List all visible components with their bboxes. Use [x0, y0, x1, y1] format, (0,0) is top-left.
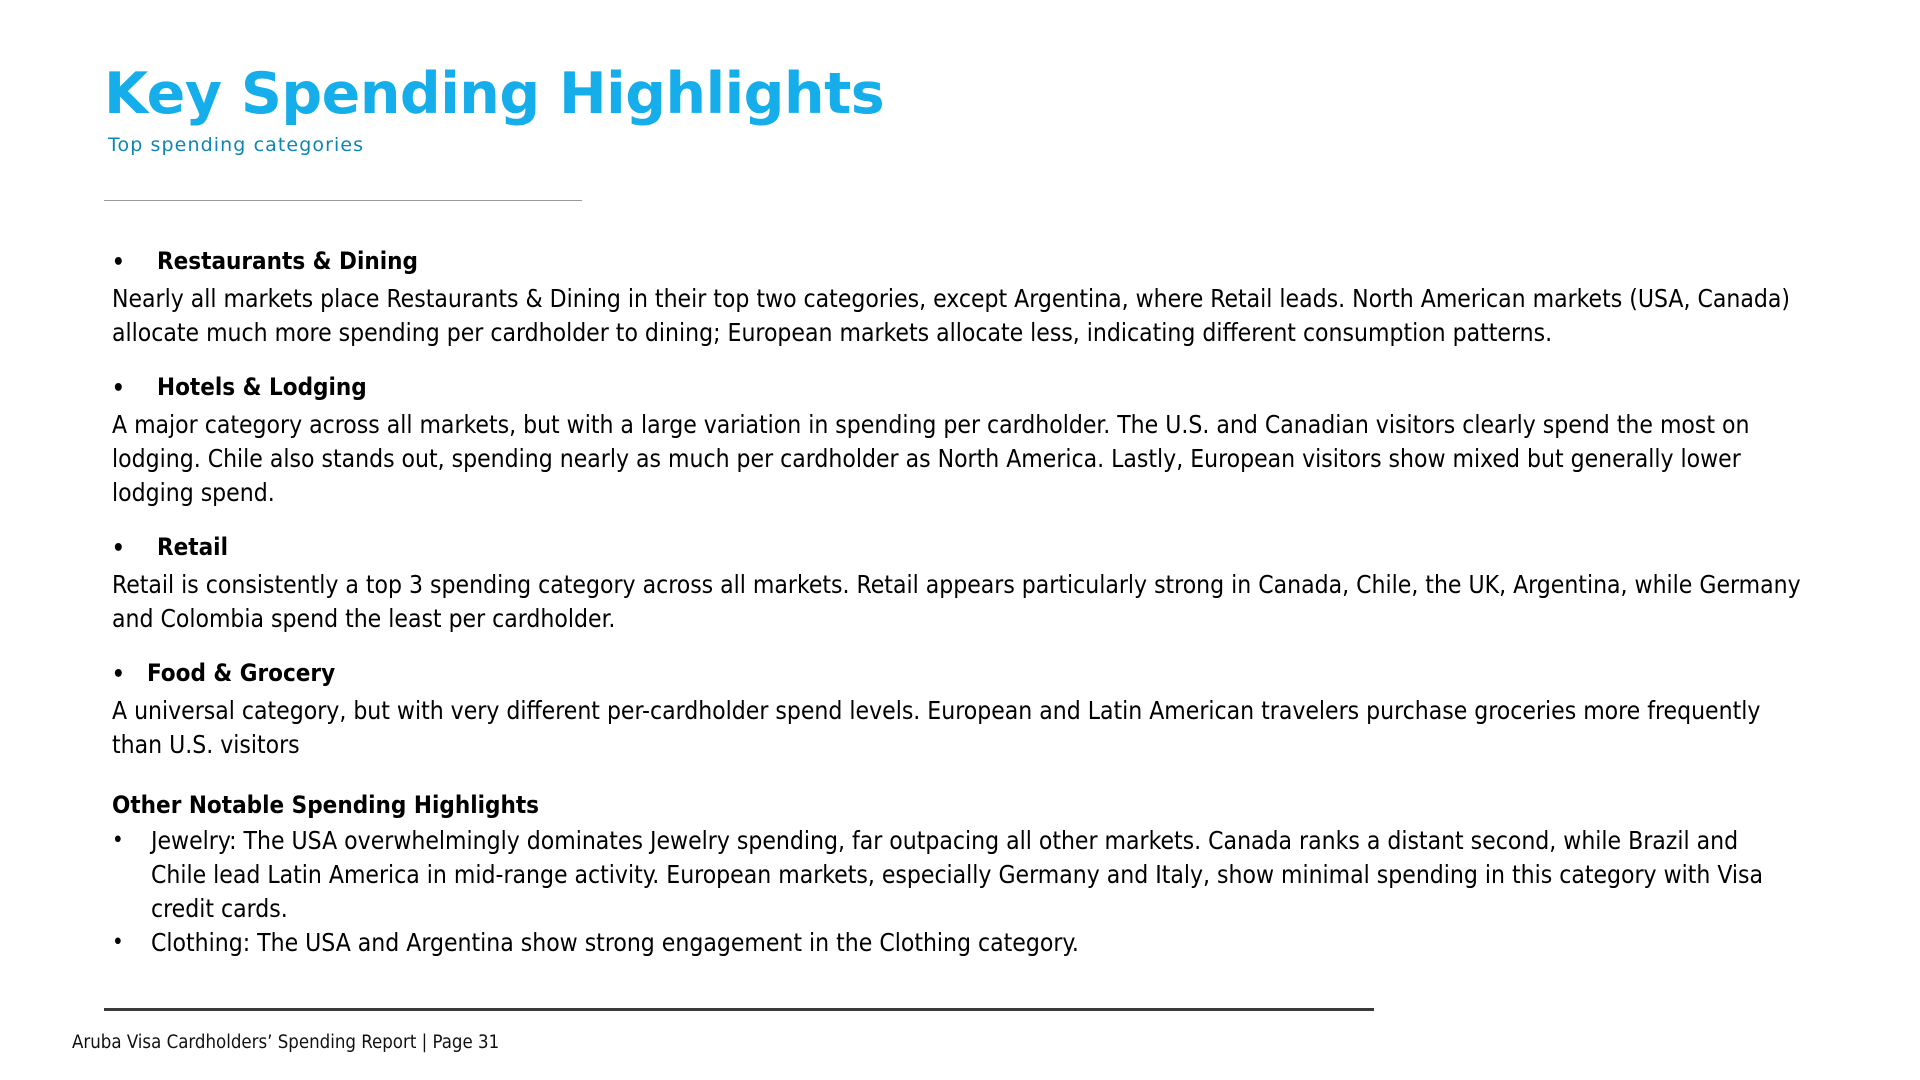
list-item-text: Jewelry: The USA overwhelmingly dominates Jewelry spending, far outpacing all other markets. Canada ranks a distant second, while Brazil and Chile lead Latin America in mid-range activity. European markets, especially Germany and Italy, show minimal spending in this category with Visa credit cards.: [151, 826, 1764, 923]
slide-header: [104, 62, 1804, 158]
list-item: [112, 926, 1812, 960]
section-heading-label: Hotels & Lodging: [157, 373, 367, 401]
section-restaurants-dining: [112, 244, 1812, 350]
section-body-text: A major category across all markets, but with a large variation in spending per cardholder. The U.S. and Canadian visitors clearly spend the most on lodging. Chile also stands out, spending nearly as much per cardholder as North America. Lastly, European visitors show mixed but generally lower lodging spend.: [112, 410, 1750, 507]
other-notable-title: Other Notable Spending Highlights: [112, 791, 539, 819]
bullet-icon: •: [112, 930, 124, 955]
section-heading-label: Retail: [157, 533, 228, 561]
section-retail: [112, 530, 1812, 636]
bullet-icon: •: [112, 250, 125, 275]
section-body-text: Retail is consistently a top 3 spending category across all markets. Retail appears particularly strong in Canada, Chile, the UK, Argentina, while Germany and Colombia spend the least per cardholder.: [112, 570, 1801, 633]
slide-body: [112, 244, 1812, 960]
page-subtitle: Top spending categories: [108, 134, 365, 156]
section-heading-label: Food & Grocery: [147, 659, 336, 687]
section-heading-row: [112, 244, 1812, 280]
bullet-icon: •: [112, 828, 124, 853]
page-title: Key Spending Highlights: [104, 61, 885, 127]
section-heading-label: Restaurants & Dining: [157, 247, 418, 275]
section-heading-row: [112, 656, 1812, 692]
other-notable-list: [112, 824, 1812, 960]
section-food-grocery: [112, 656, 1812, 762]
section-heading-row: [112, 530, 1812, 566]
section-heading-row: [112, 370, 1812, 406]
section-body-text: Nearly all markets place Restaurants & Dining in their top two categories, except Argentina, where Retail leads. North American markets (USA, Canada) allocate much more spending per cardholder to dining; European markets allocate less, indicating different consumption patterns.: [112, 284, 1790, 347]
other-notable-block: [112, 788, 1812, 960]
list-item-text: Clothing: The USA and Argentina show strong engagement in the Clothing category.: [151, 928, 1079, 957]
footer-divider: [104, 1008, 1374, 1011]
list-item: [112, 824, 1812, 926]
title-divider: [104, 200, 582, 201]
bullet-icon: •: [112, 376, 125, 401]
section-hotels-lodging: [112, 370, 1812, 510]
bullet-icon: •: [112, 662, 125, 687]
footer-caption: Aruba Visa Cardholders’ Spending Report | Page 31: [72, 1032, 500, 1053]
bullet-icon: •: [112, 536, 125, 561]
section-body-text: A universal category, but with very different per-cardholder spend levels. European and Latin American travelers purchase groceries more frequently than U.S. visitors: [112, 696, 1761, 759]
